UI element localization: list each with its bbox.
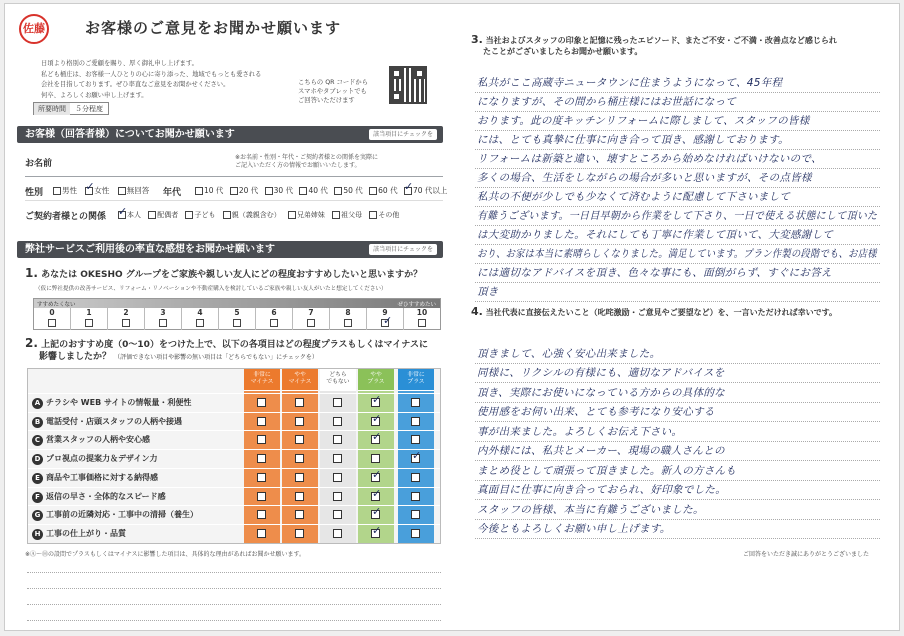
rating-checkbox[interactable] [257, 435, 266, 444]
item-text: 工事前の近隣対応・工事中の清掃（養生） [46, 510, 198, 520]
rating-checkbox[interactable] [295, 454, 304, 463]
check-mark-icon: ✓ [372, 430, 382, 444]
handwritten-text: は大変助かりました。それにしても丁寧に作業して頂いて、大変感謝して [477, 229, 834, 241]
qr-line: スマホやタブレットでも [298, 88, 367, 95]
handwritten-text: 使用感をお伺い出来、とても参考になり安心する [477, 406, 715, 418]
rating-checkbox[interactable] [411, 473, 420, 482]
item-text: 返信の早さ・全体的なスピード感 [46, 491, 166, 501]
check-mark-icon: ✓ [372, 486, 382, 500]
item-mark: A [32, 398, 43, 409]
relation-option[interactable] [148, 210, 178, 220]
checkbox[interactable] [270, 319, 278, 327]
rating-checkbox[interactable] [295, 398, 304, 407]
checkbox[interactable] [288, 211, 296, 219]
checkbox[interactable] [233, 319, 241, 327]
rating-label [32, 416, 182, 428]
q2-grid [27, 368, 441, 544]
age-option[interactable] [369, 185, 397, 196]
option-label: 親（義親含む） [231, 211, 281, 219]
answer-line [475, 150, 880, 169]
rating-label [32, 434, 150, 446]
checkbox[interactable] [223, 211, 231, 219]
answer-line [475, 442, 880, 462]
option-label: その他 [378, 211, 400, 219]
rating-label [32, 491, 166, 503]
rating-checkbox[interactable] [333, 473, 342, 482]
scale-number: 1 [86, 308, 92, 317]
checkbox[interactable] [418, 319, 426, 327]
handwritten-text: 真面目に仕事に向き合っておられ、好印象でした。 [477, 484, 727, 496]
section2-title: 弊社サービスご利用後の率直な感想をお聞かせ願います [25, 244, 275, 255]
section1-hint: 該当項目にチェックを [369, 129, 437, 140]
scale-option-0[interactable] [34, 308, 71, 330]
rating-row [28, 393, 440, 411]
scale-number: 2 [123, 308, 129, 317]
intro-text [41, 59, 261, 101]
name-note-line: ご記入いただく方の情報でお願いいたします。 [235, 162, 361, 169]
item-text: 営業スタッフの人柄や安心感 [46, 435, 150, 445]
option-label: 50 代 [343, 186, 363, 195]
answer-line [475, 364, 880, 384]
comment-line[interactable] [27, 620, 441, 621]
answer-line [475, 226, 880, 245]
rating-checkbox[interactable] [257, 529, 266, 538]
handwritten-text: 頂き、実際にお使いになっている方からの具体的な [477, 386, 725, 399]
rating-checkbox[interactable] [257, 454, 266, 463]
rating-checkbox[interactable] [411, 492, 420, 501]
rating-checkbox[interactable] [411, 510, 420, 519]
checkbox[interactable] [53, 187, 61, 195]
thanks-footer: ご回答をいただき誠にありがとうございました [743, 551, 870, 558]
item-mark: G [32, 510, 43, 521]
check-mark-icon: ✓ [372, 523, 382, 537]
gender-option[interactable] [118, 185, 150, 196]
q1-text: あなたは OKESHO グループをご家族や親しい友人にどの程度おすすめしたいと思いますか？ [41, 270, 423, 280]
rating-checkbox[interactable] [411, 398, 420, 407]
rating-checkbox[interactable] [295, 510, 304, 519]
scale-number: 10 [416, 308, 428, 317]
age-label: 年代 [163, 188, 182, 198]
checkbox[interactable] [195, 187, 203, 195]
rating-label [32, 453, 157, 465]
item-text: チラシや WEB サイトの情報量・利便性 [46, 398, 192, 407]
checkbox[interactable] [159, 319, 167, 327]
section1-title: お客様（回答者様）についてお聞かせ願います [25, 129, 235, 140]
handwritten-text: 今後ともよろしくお願い申し上げます。 [477, 523, 671, 535]
scale-option-8[interactable] [330, 308, 367, 330]
rating-checkbox[interactable] [333, 529, 342, 538]
answer-line [475, 74, 880, 93]
handwritten-text: 内外様には、私共とメーカー、現場の職人さんとの [477, 445, 725, 457]
item-text: 工事の仕上がり・品質 [46, 528, 126, 538]
rating-checkbox[interactable] [333, 398, 342, 407]
relation-option[interactable] [223, 210, 281, 220]
checkbox[interactable] [369, 211, 377, 219]
scale-row [34, 308, 440, 330]
gender-label: 性別 [25, 188, 44, 198]
name-note-line: ※お名前・性別・年代・ご契約者様との関係を実際に [235, 154, 379, 161]
rating-row [28, 412, 440, 430]
scale-option-7[interactable] [293, 308, 330, 330]
rating-checkbox[interactable] [257, 417, 266, 426]
rating-checkbox[interactable] [411, 435, 420, 444]
column-header: 非常に マイナス [244, 369, 280, 391]
answer-line [475, 93, 880, 112]
option-label: 配偶者 [157, 211, 179, 219]
check-mark-icon: ✓ [372, 411, 382, 425]
scale-number: 9 [382, 308, 388, 317]
intro-line: 何卒、よろしくお願い申し上げます。 [41, 91, 148, 99]
checkbox[interactable] [334, 187, 342, 195]
rating-checkbox[interactable] [257, 398, 266, 407]
handwritten-text: 私共の不便が少しでも少なくて済むように配慮して下さいまして [477, 191, 791, 203]
check-mark-icon: ✓ [372, 467, 382, 481]
checkbox[interactable] [265, 187, 273, 195]
check-mark-icon: ✓ [85, 180, 95, 193]
answer-line [475, 403, 880, 423]
handwritten-text: 頂きまして、心強く安心出来ました。 [477, 347, 661, 360]
answer-line [475, 131, 880, 150]
rating-checkbox[interactable] [333, 492, 342, 501]
intro-line: 日頃より格別のご愛顧を賜り、厚く御礼申し上げます。 [41, 60, 198, 67]
checkbox[interactable] [196, 319, 204, 327]
nps-scale [33, 298, 441, 330]
item-mark: B [32, 417, 43, 428]
handwritten-text: おり、お家は本当に素晴らしくなりました。満足しています。プラン作製の段階でも、お店様 [477, 248, 877, 260]
time-label: 所要時間 [34, 103, 70, 115]
column-header: 非常に プラス [398, 369, 434, 391]
name-field[interactable] [25, 176, 443, 177]
checkbox[interactable] [369, 187, 377, 195]
comment-line[interactable] [27, 588, 441, 589]
q2-number: 2. [25, 336, 38, 350]
q3-number: 3. [471, 33, 483, 46]
survey-sheet [4, 3, 900, 631]
handwritten-text: おります。此の度キッチンリフォームに際しまして、スタッフの皆様 [477, 115, 810, 127]
column-header: やや プラス [358, 369, 394, 391]
relation-label: ご契約者様との関係 [25, 212, 107, 222]
answer-line [475, 169, 880, 188]
age-option[interactable] [299, 185, 327, 196]
scale-number: 7 [308, 308, 314, 317]
relation-option[interactable] [288, 210, 325, 220]
item-text: プロ視点の提案力＆デザイン力 [46, 454, 158, 464]
gender-option[interactable] [53, 185, 77, 196]
answer-line [475, 188, 880, 207]
handwritten-text: になりますが、その間から桶庄様にはお世話になって [477, 96, 737, 108]
q2-text: 上記のおすすめ度（0〜10）をつけた上で、以下の各項目はどの程度プラスもしくはマイナスに [41, 340, 428, 350]
handwritten-text: 頂き [477, 286, 499, 298]
handwritten-text: には適切なアドバイスを頂き、色々な事にも、面倒がらず、すぐにお答え [477, 267, 832, 279]
age-option[interactable] [403, 180, 448, 196]
handwritten-text: まとめ役として頑張って頂きました。新人の方さんも [477, 464, 737, 477]
answer-line [475, 520, 880, 540]
checkbox[interactable] [118, 187, 126, 195]
scale-low-label: すすめたくない [37, 302, 76, 308]
rating-checkbox[interactable] [333, 454, 342, 463]
scale-arrow [34, 299, 440, 308]
handwritten-text: 同様に、リクシルの有様にも、適切なアドバイスを [477, 367, 725, 379]
gender-option[interactable] [85, 180, 110, 196]
answer-line [475, 264, 880, 283]
answer-line [475, 207, 880, 226]
option-label: 60 代 [378, 186, 398, 195]
handwritten-text: 事が出来ました。よろしくお伝え下さい。 [477, 425, 683, 438]
q4-question [471, 305, 837, 318]
checkbox[interactable] [332, 211, 340, 219]
scale-high-label: ぜひすすめたい [397, 302, 436, 308]
age-option[interactable] [334, 185, 362, 196]
qr-line: ご回答いただけます [298, 97, 355, 104]
item-mark: F [32, 492, 43, 503]
scale-option-9[interactable] [367, 308, 404, 330]
answer-line [475, 500, 880, 520]
relation-option[interactable] [332, 210, 362, 220]
handwritten-text: 多くの場合、生活をしながらの場合が多いと思いますが、その点皆様 [477, 172, 812, 184]
option-label: 男性 [62, 186, 77, 195]
q2-question [25, 337, 428, 364]
item-mark: E [32, 473, 43, 484]
option-label: 10 代 [204, 186, 224, 195]
checkbox[interactable] [307, 319, 315, 327]
answer-line [475, 245, 880, 264]
rating-checkbox[interactable] [257, 473, 266, 482]
handwritten-text: 私共がここ高蔵寺ニュータウンに住まうようになって、45年程 [477, 77, 783, 89]
checkbox[interactable] [148, 211, 156, 219]
relation-option[interactable] [118, 205, 141, 220]
age-option[interactable] [230, 185, 258, 196]
checkbox[interactable] [344, 319, 352, 327]
rating-checkbox[interactable] [295, 529, 304, 538]
checkbox[interactable] [230, 187, 238, 195]
section1-header [17, 126, 443, 143]
scale-number: 8 [345, 308, 351, 317]
rating-label [32, 397, 191, 409]
rating-checkbox[interactable] [333, 435, 342, 444]
answer-line [475, 383, 880, 403]
answer-line [475, 461, 880, 481]
page-title: お客様のご意見をお聞かせ願います [85, 19, 342, 37]
intro-line: 私ども桶庄は、お客様一人ひとりの心に寄り添った、地域でもっとも愛される [41, 70, 262, 78]
checkbox[interactable] [85, 319, 93, 327]
gender-options [53, 180, 155, 196]
q1-number: 1. [25, 266, 38, 280]
rating-checkbox[interactable] [371, 454, 380, 463]
age-option[interactable] [265, 185, 293, 196]
answer-line [475, 481, 880, 501]
item-text: 商品や工事価格に対する納得感 [46, 472, 158, 482]
item-mark: D [32, 454, 43, 465]
time-badge [33, 102, 109, 115]
scale-number: 0 [49, 308, 55, 317]
q1-question [25, 266, 422, 280]
option-label: 兄弟姉妹 [296, 211, 325, 219]
rating-checkbox[interactable] [257, 492, 266, 501]
q3-question [471, 34, 837, 57]
rating-row [28, 468, 440, 486]
relation-options [118, 205, 400, 220]
scale-number: 4 [197, 308, 203, 317]
handwritten-text: スタッフの皆様、本当に有難うございました。 [477, 503, 704, 516]
rating-label [32, 528, 126, 540]
check-mark-icon: ✓ [383, 314, 393, 327]
rating-checkbox[interactable] [295, 492, 304, 501]
scale-option-5[interactable] [219, 308, 256, 330]
time-value: ５分程度 [75, 105, 103, 113]
q3-answer-area[interactable] [475, 74, 880, 304]
checkbox[interactable] [185, 211, 193, 219]
check-mark-icon: ✓ [403, 180, 414, 193]
rating-row [28, 524, 440, 542]
scale-option-3[interactable] [145, 308, 182, 330]
checkbox[interactable] [299, 187, 307, 195]
relation-option[interactable] [369, 210, 399, 220]
option-label: 40 代 [308, 186, 328, 195]
rating-row [28, 449, 440, 467]
item-text: 電話受付・店頭スタッフの人柄や接遇 [46, 416, 182, 426]
rating-checkbox[interactable] [295, 417, 304, 426]
scale-number: 6 [271, 308, 277, 317]
qr-code[interactable] [389, 66, 427, 104]
rating-checkbox[interactable] [333, 510, 342, 519]
section2-header [17, 241, 443, 258]
relation-option[interactable] [185, 210, 215, 220]
rating-checkbox[interactable] [257, 510, 266, 519]
answer-line [475, 112, 880, 131]
scale-option-4[interactable] [182, 308, 219, 330]
rating-row [28, 505, 440, 523]
option-label: 女性 [94, 186, 110, 195]
scale-number: 3 [160, 308, 166, 317]
answer-line [475, 422, 880, 442]
age-options [195, 180, 448, 196]
q4-number: 4. [471, 305, 483, 318]
q4-answer-area[interactable] [475, 344, 880, 544]
logo-stamp: 佐藤 [19, 14, 49, 44]
qr-line: こちらの QR コードから [298, 79, 369, 86]
answer-line [475, 283, 880, 302]
rating-label [32, 509, 198, 521]
q4-text: 当社代表に直接伝えたいこと（叱咤激励・ご意見やご要望など）を、一言いただければ幸いです。 [485, 308, 837, 317]
rating-checkbox[interactable] [295, 435, 304, 444]
rating-checkbox[interactable] [333, 417, 342, 426]
check-mark-icon: ✓ [372, 393, 382, 406]
comment-line[interactable] [27, 604, 441, 605]
checkbox[interactable] [122, 319, 130, 327]
section2-hint: 該当項目にチェックを [369, 244, 437, 255]
scale-option-1[interactable] [71, 308, 108, 330]
q2-footnote: ※Ⓐ〜Ⓗの設問でプラスもしくはマイナスに影響した項目は、具体的な理由があればお聞かせ願います。 [25, 551, 306, 558]
comment-line[interactable] [27, 572, 441, 573]
rating-checkbox[interactable] [411, 417, 420, 426]
rating-row [28, 487, 440, 505]
q1-note: （仮に弊社提供の改善サービス、リフォーム・リノベーションや不動産購入を検討しているご家族や親しい友人がいたと想定してください） [35, 286, 387, 292]
option-label: 70 代以上 [412, 186, 448, 195]
handwritten-text: リフォームは新築と違い、壊すところから始めなければいけないので、 [477, 153, 822, 165]
rating-label [32, 472, 158, 484]
column-header: やや マイナス [282, 369, 318, 391]
option-label: 20 代 [238, 186, 259, 195]
check-mark-icon: ✓ [412, 449, 422, 463]
scale-number: 5 [234, 308, 240, 317]
divider [25, 200, 443, 201]
option-label: 本人 [127, 211, 141, 219]
rating-checkbox[interactable] [295, 473, 304, 482]
qr-caption [298, 78, 368, 105]
q3-text: たことがございましたらお聞かせ願います。 [483, 47, 643, 56]
scale-option-10[interactable] [404, 308, 440, 330]
option-label: 子ども [194, 211, 216, 219]
column-header: どちら でもない [320, 369, 356, 391]
handwritten-text: には、とても真摯に仕事に向き合って頂き、感謝しております。 [477, 134, 789, 146]
option-label: 祖父母 [341, 211, 363, 219]
q2-text: 影響しましたか？ [39, 352, 112, 362]
handwritten-text: 有難うございます。一日目早朝から作業をして下さり、一日で使える状態にして頂いた [477, 210, 878, 222]
intro-line: 会社を目指しております。ぜひ率直なご意見をお聞かせください。 [41, 81, 230, 88]
check-mark-icon: ✓ [372, 505, 382, 519]
rating-row [28, 430, 440, 448]
option-label: 無回答 [126, 186, 150, 195]
q3-text: 当社およびスタッフの印象と記憶に残ったエピソード、またご不安・ご不満・改善点など感じられ [485, 36, 837, 45]
name-note [235, 154, 378, 170]
q2-note: （評価できない項目や影響の無い項目は「どちらでもない」にチェックを） [114, 354, 318, 361]
checkbox[interactable] [48, 319, 56, 327]
scale-option-6[interactable] [256, 308, 293, 330]
check-mark-icon: ✓ [118, 205, 128, 218]
name-label: お名前 [25, 159, 53, 169]
scale-option-2[interactable] [108, 308, 145, 330]
age-option[interactable] [195, 185, 223, 196]
item-mark: C [32, 435, 43, 446]
answer-line [475, 344, 880, 364]
option-label: 30 代 [273, 186, 294, 195]
item-mark: H [32, 529, 43, 540]
rating-checkbox[interactable] [411, 529, 420, 538]
